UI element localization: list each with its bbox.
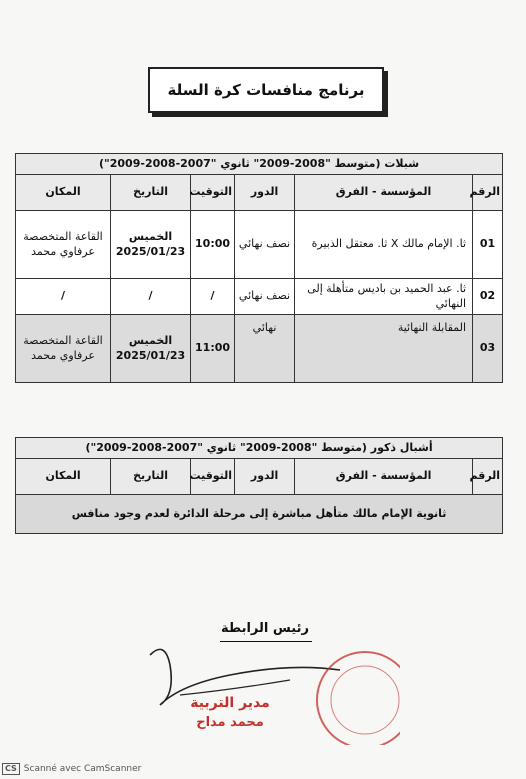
document-title: برنامج منافسات كرة السلة (148, 67, 384, 113)
header-venue: المكان (16, 175, 111, 211)
row-teams: المقابلة النهائية (295, 315, 473, 383)
row-time: 11:00 (191, 315, 235, 383)
row-teams: ثا. عبد الحميد بن باديس متأهلة إلى النهائي (295, 279, 473, 315)
camscanner-logo-icon: CS (2, 763, 20, 775)
header-time: التوقيت (191, 459, 235, 495)
row-teams: ثا. الإمام مالك X ثا. معتقل الذبيرة (295, 211, 473, 279)
header-round: الدور (235, 175, 295, 211)
row-time: 10:00 (191, 211, 235, 279)
scanner-footer (2, 763, 141, 775)
header-date: التاريخ (111, 175, 191, 211)
row-venue-line1: / (61, 289, 66, 303)
row-date (111, 279, 191, 315)
row-date-value: 2025/01/23 (115, 348, 186, 362)
table-caption: أشبال ذكور (متوسط "2008-2009" ثانوي "2007-2008-2009") (16, 438, 503, 459)
row-date (111, 315, 191, 383)
row-venue-line2: عرفاوي محمد (31, 348, 95, 362)
header-date: التاريخ (111, 459, 191, 495)
header-num: الرقم (473, 459, 503, 495)
stamp-line-1: مدير التربية (190, 695, 270, 711)
row-num: 03 (473, 315, 503, 383)
row-day: الخميس (128, 333, 173, 347)
header-time: التوقيت (191, 175, 235, 211)
schedule-table-boys (15, 437, 503, 534)
header-teams: المؤسسة - الفرق (295, 175, 473, 211)
row-num: 02 (473, 279, 503, 315)
row-time: / (191, 279, 235, 315)
header-num: الرقم (473, 175, 503, 211)
table-caption: شبلات (متوسط "2008-2009" ثانوي "2007-2008-2009") (16, 154, 503, 175)
signature-block (140, 615, 400, 745)
table-row (16, 315, 503, 383)
row-round: نصف نهائي (235, 211, 295, 279)
header-round: الدور (235, 459, 295, 495)
footer-text: Scanné avec CamScanner (23, 764, 142, 774)
row-venue (16, 315, 111, 383)
row-date-value: 2025/01/23 (115, 244, 186, 258)
header-teams: المؤسسة - الفرق (295, 459, 473, 495)
row-day: الخميس (128, 229, 173, 243)
row-num: 01 (473, 211, 503, 279)
row-venue (16, 211, 111, 279)
stamp-line-2: محمد مداح (196, 715, 264, 730)
schedule-table-girls (15, 153, 503, 383)
header-venue: المكان (16, 459, 111, 495)
row-venue-line2: عرفاوي محمد (31, 244, 95, 258)
row-venue (16, 279, 111, 315)
table-row (16, 279, 503, 315)
table-row (16, 211, 503, 279)
signature-title: رئيس الرابطة (221, 621, 309, 636)
row-venue-line1: القاعة المتخصصة (23, 229, 103, 243)
row-date-value: / (148, 289, 153, 303)
qualification-note: ثانوية الإمام مالك متأهل مباشرة إلى مرحلة الدائرة لعدم وجود منافس (16, 495, 503, 534)
row-venue-line1: القاعة المتخصصة (23, 333, 103, 347)
row-date (111, 211, 191, 279)
row-round: نصف نهائي (235, 279, 295, 315)
row-round: نهائي (235, 315, 295, 383)
